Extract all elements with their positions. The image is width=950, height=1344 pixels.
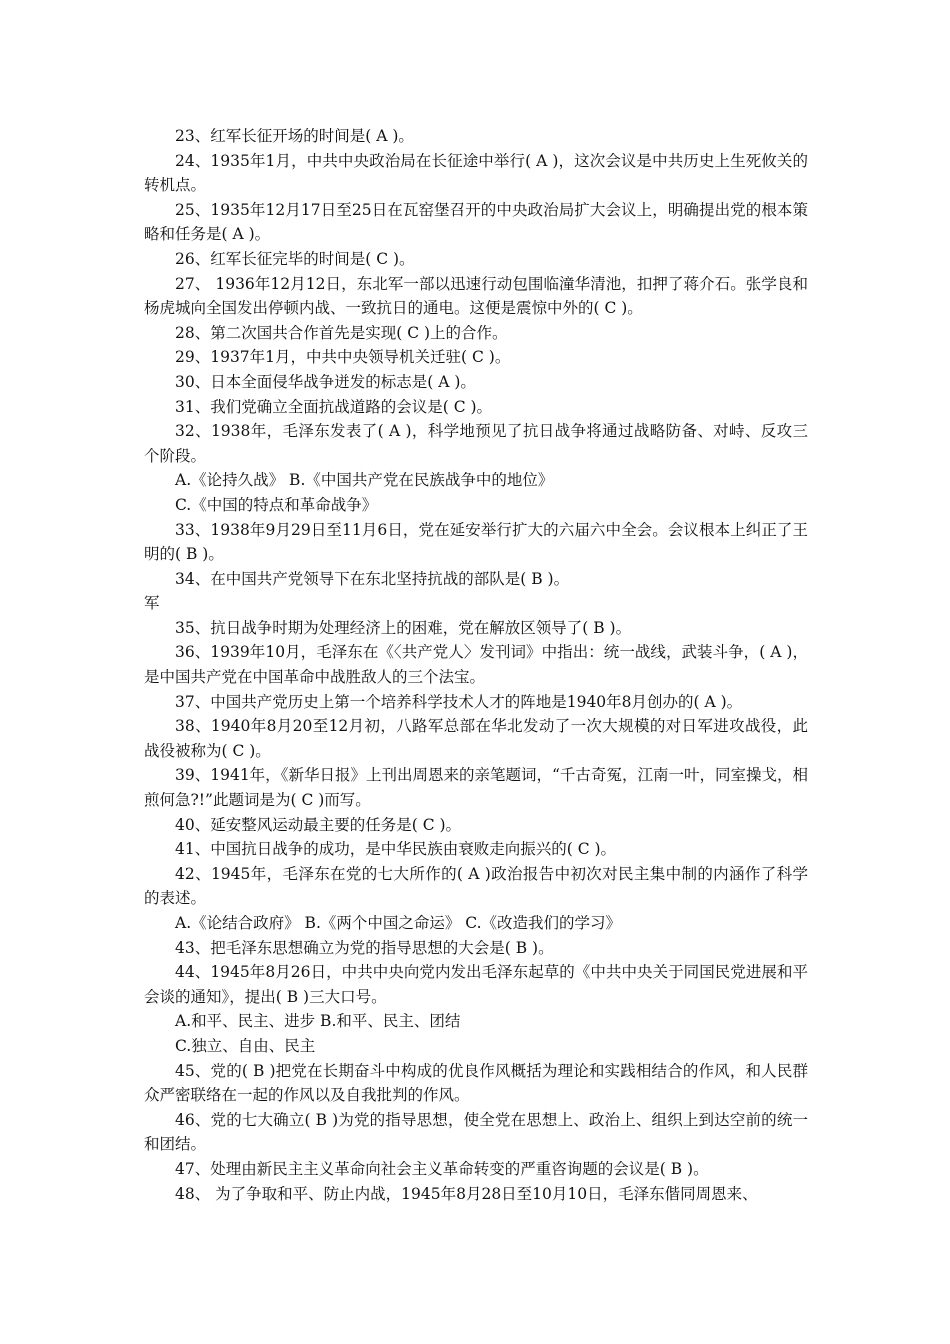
paragraph-31: 31、我们党确立全面抗战道路的会议是( C )。 — [175, 397, 493, 416]
paragraph-35: 35、抗日战争时期为处理经济上的困难，党在解放区领导了( B )。 — [175, 618, 632, 637]
options-44-c: C.独立、自由、民主 — [175, 1036, 316, 1055]
options-44-ab: A.和平、民主、进步 B.和平、民主、团结 — [175, 1012, 461, 1031]
paragraph-25: 25、1935年12月17日至25日在瓦窑堡召开的中央政治局扩大会议上，明确提出党的根本策略和任务是( A )。 — [144, 200, 808, 244]
options-32-ab: A.《论持久战》 B.《中国共产党在民族战争中的地位》 — [175, 471, 554, 490]
stray-fragment: 军 — [144, 594, 160, 613]
paragraph-29: 29、1937年1月，中共中央领导机关迁驻( C )。 — [175, 348, 511, 367]
paragraph-47: 47、处理由新民主主义革命向社会主义革命转变的严重咨询题的会议是( B )。 — [175, 1159, 709, 1178]
paragraph-38: 38、1940年8月20至12月初，八路军总部在华北发动了一次大规模的对日军进攻战役，此战役被称为( C )。 — [144, 717, 808, 760]
paragraph-26: 26、红军长征完毕的时间是( C )。 — [175, 249, 415, 268]
paragraph-42: 42、1945年，毛泽东在党的七大所作的( A )政治报告中初次对民主集中制的内涵作了科学的表述。 — [144, 864, 808, 908]
paragraph-28: 28、第二次国共合作首先是实现( C )上的合作。 — [175, 323, 508, 342]
options-32-c: C.《中国的特点和革命战争》 — [175, 495, 378, 514]
paragraph-40: 40、延安整风运动最主要的任务是( C )。 — [175, 815, 462, 834]
paragraph-33: 33、1938年9月29日至11月6日，党在延安举行扩大的六届六中全会。会议根本上纠正了王明的( B )。 — [144, 520, 808, 564]
paragraph-34: 34、在中国共产党领导下在东北坚持抗战的部队是( B )。 — [175, 569, 570, 588]
paragraph-32: 32、1938年，毛泽东发表了( A )，科学地预见了抗日战争将通过战略防备、对峙、反攻三个阶段。 — [144, 422, 808, 465]
paragraph-39: 39、1941年，《新华日报》上刊出周恩来的亲笔题词，“千古奇冤，江南一叶，同室操戈，相煎何急?!”此题词是为( C )而写。 — [144, 766, 808, 810]
paragraph-36: 36、1939年10月，毛泽东在《〈共产党人〉发刊词》中指出：统一战线，武装斗争，( A )，是中国共产党在中国革命中战胜敌人的三个法宝。 — [144, 643, 808, 687]
options-42: A.《论结合政府》 B.《两个中国之命运》 C.《改造我们的学习》 — [175, 914, 622, 932]
paragraph-46: 46、党的七大确立( B )为党的指导思想，使全党在思想上、政治上、组织上到达空前的统一和团结。 — [144, 1110, 808, 1154]
paragraph-48: 48、 为了争取和平、防止内战，1945年8月28日至10月10日，毛泽东偕同周恩来、 — [175, 1184, 758, 1203]
paragraph-44: 44、1945年8月26日，中共中央向党内发出毛泽东起草的《中共中央关于同国民党进展和平会谈的通知》，提出( B )三大口号。 — [144, 963, 808, 1006]
paragraph-24: 24、1935年1月，中共中央政治局在长征途中举行( A )，这次会议是中共历史上生死攸关的转机点。 — [144, 151, 808, 195]
paragraph-37: 37、中国共产党历史上第一个培养科学技术人才的阵地是1940年8月创办的( A )。 — [175, 692, 743, 711]
paragraph-43: 43、把毛泽东思想确立为党的指导思想的大会是( B )。 — [175, 938, 554, 957]
paragraph-41: 41、中国抗日战争的成功，是中华民族由衰败走向振兴的( C )。 — [175, 840, 617, 859]
paragraph-30: 30、日本全面侵华战争迸发的标志是( A )。 — [175, 372, 476, 391]
document-body — [144, 124, 808, 1206]
paragraph-45: 45、党的( B )把党在长期奋斗中构成的优良作风概括为理论和实践相结合的作风，和人民群众严密联络在一起的作风以及自我批判的作风。 — [144, 1061, 808, 1105]
paragraph-23: 23、红军长征开场的时间是( A )。 — [175, 127, 414, 145]
paragraph-27: 27、 1936年12月12日，东北军一部以迅速行动包围临潼华清池，扣押了蒋介石。张学良和杨虎城向全国发出停顿内战、一致抗日的通电。这便是震惊中外的( C )。 — [144, 274, 808, 318]
